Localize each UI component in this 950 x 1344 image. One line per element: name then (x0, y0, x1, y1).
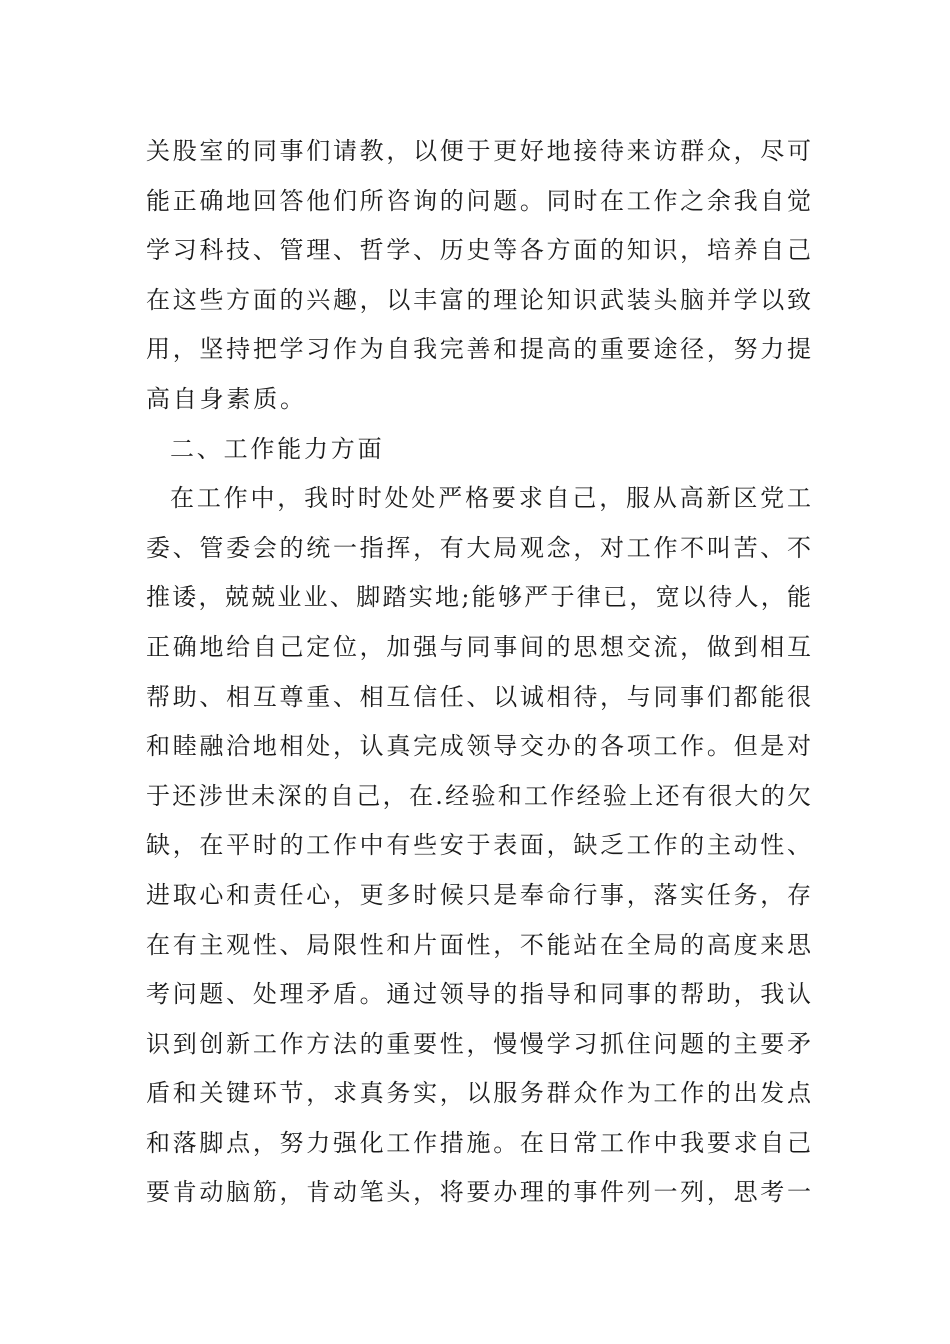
paragraph-line: 关股室的同事们请教，以便于更好地接待来访群众，尽可 (146, 137, 811, 165)
paragraph-line: 用，坚持把学习作为自我完善和提高的重要途径，努力提 (146, 335, 811, 364)
paragraph-line: 考问题、处理矛盾。通过领导的指导和同事的帮助，我认 (146, 980, 811, 1009)
paragraph-line: 要肯动脑筋，肯动笔头，将要办理的事件列一列，思考一 (146, 1178, 811, 1207)
paragraph-line: 高自身素质。 (146, 384, 307, 413)
section-heading: 二、工作能力方面 (170, 434, 385, 463)
paragraph-line: 缺，在平时的工作中有些安于表面，缺乏工作的主动性、 (146, 831, 811, 860)
paragraph-line: 进取心和责任心，更多时候只是奉命行事，落实任务，存 (146, 880, 811, 909)
paragraph-line: 和睦融洽地相处，认真完成领导交办的各项工作。但是对 (146, 732, 811, 761)
paragraph-line: 识到创新工作方法的重要性，慢慢学习抓住问题的主要矛 (146, 1029, 811, 1058)
paragraph-line: 推诿，兢兢业业、脚踏实地;能够严于律已，宽以待人，能 (146, 583, 811, 612)
paragraph-line: 正确地给自己定位，加强与同事间的思想交流，做到相互 (146, 632, 811, 661)
paragraph-line: 委、管委会的统一指挥，有大局观念，对工作不叫苦、不 (146, 533, 811, 562)
paragraph-line: 盾和关键环节，求真务实，以服务群众作为工作的出发点 (146, 1079, 811, 1108)
document-body (146, 127, 811, 1218)
paragraph-line: 在这些方面的兴趣，以丰富的理论知识武装头脑并学以致 (146, 285, 811, 314)
paragraph-line: 和落脚点，努力强化工作措施。在日常工作中我要求自己 (146, 1128, 811, 1157)
paragraph-line: 学习科技、管理、哲学、历史等各方面的知识，培养自己 (146, 236, 811, 265)
paragraph-line: 在工作中，我时时处处严格要求自己，服从高新区党工 (170, 484, 811, 513)
paragraph-line: 帮助、相互尊重、相互信任、以诚相待，与同事们都能很 (146, 682, 811, 711)
paragraph-line: 在有主观性、局限性和片面性，不能站在全局的高度来思 (146, 930, 811, 959)
paragraph-line: 能正确地回答他们所咨询的问题。同时在工作之余我自觉 (146, 186, 811, 215)
paragraph-line: 于还涉世未深的自己，在.经验和工作经验上还有很大的欠 (146, 781, 811, 810)
